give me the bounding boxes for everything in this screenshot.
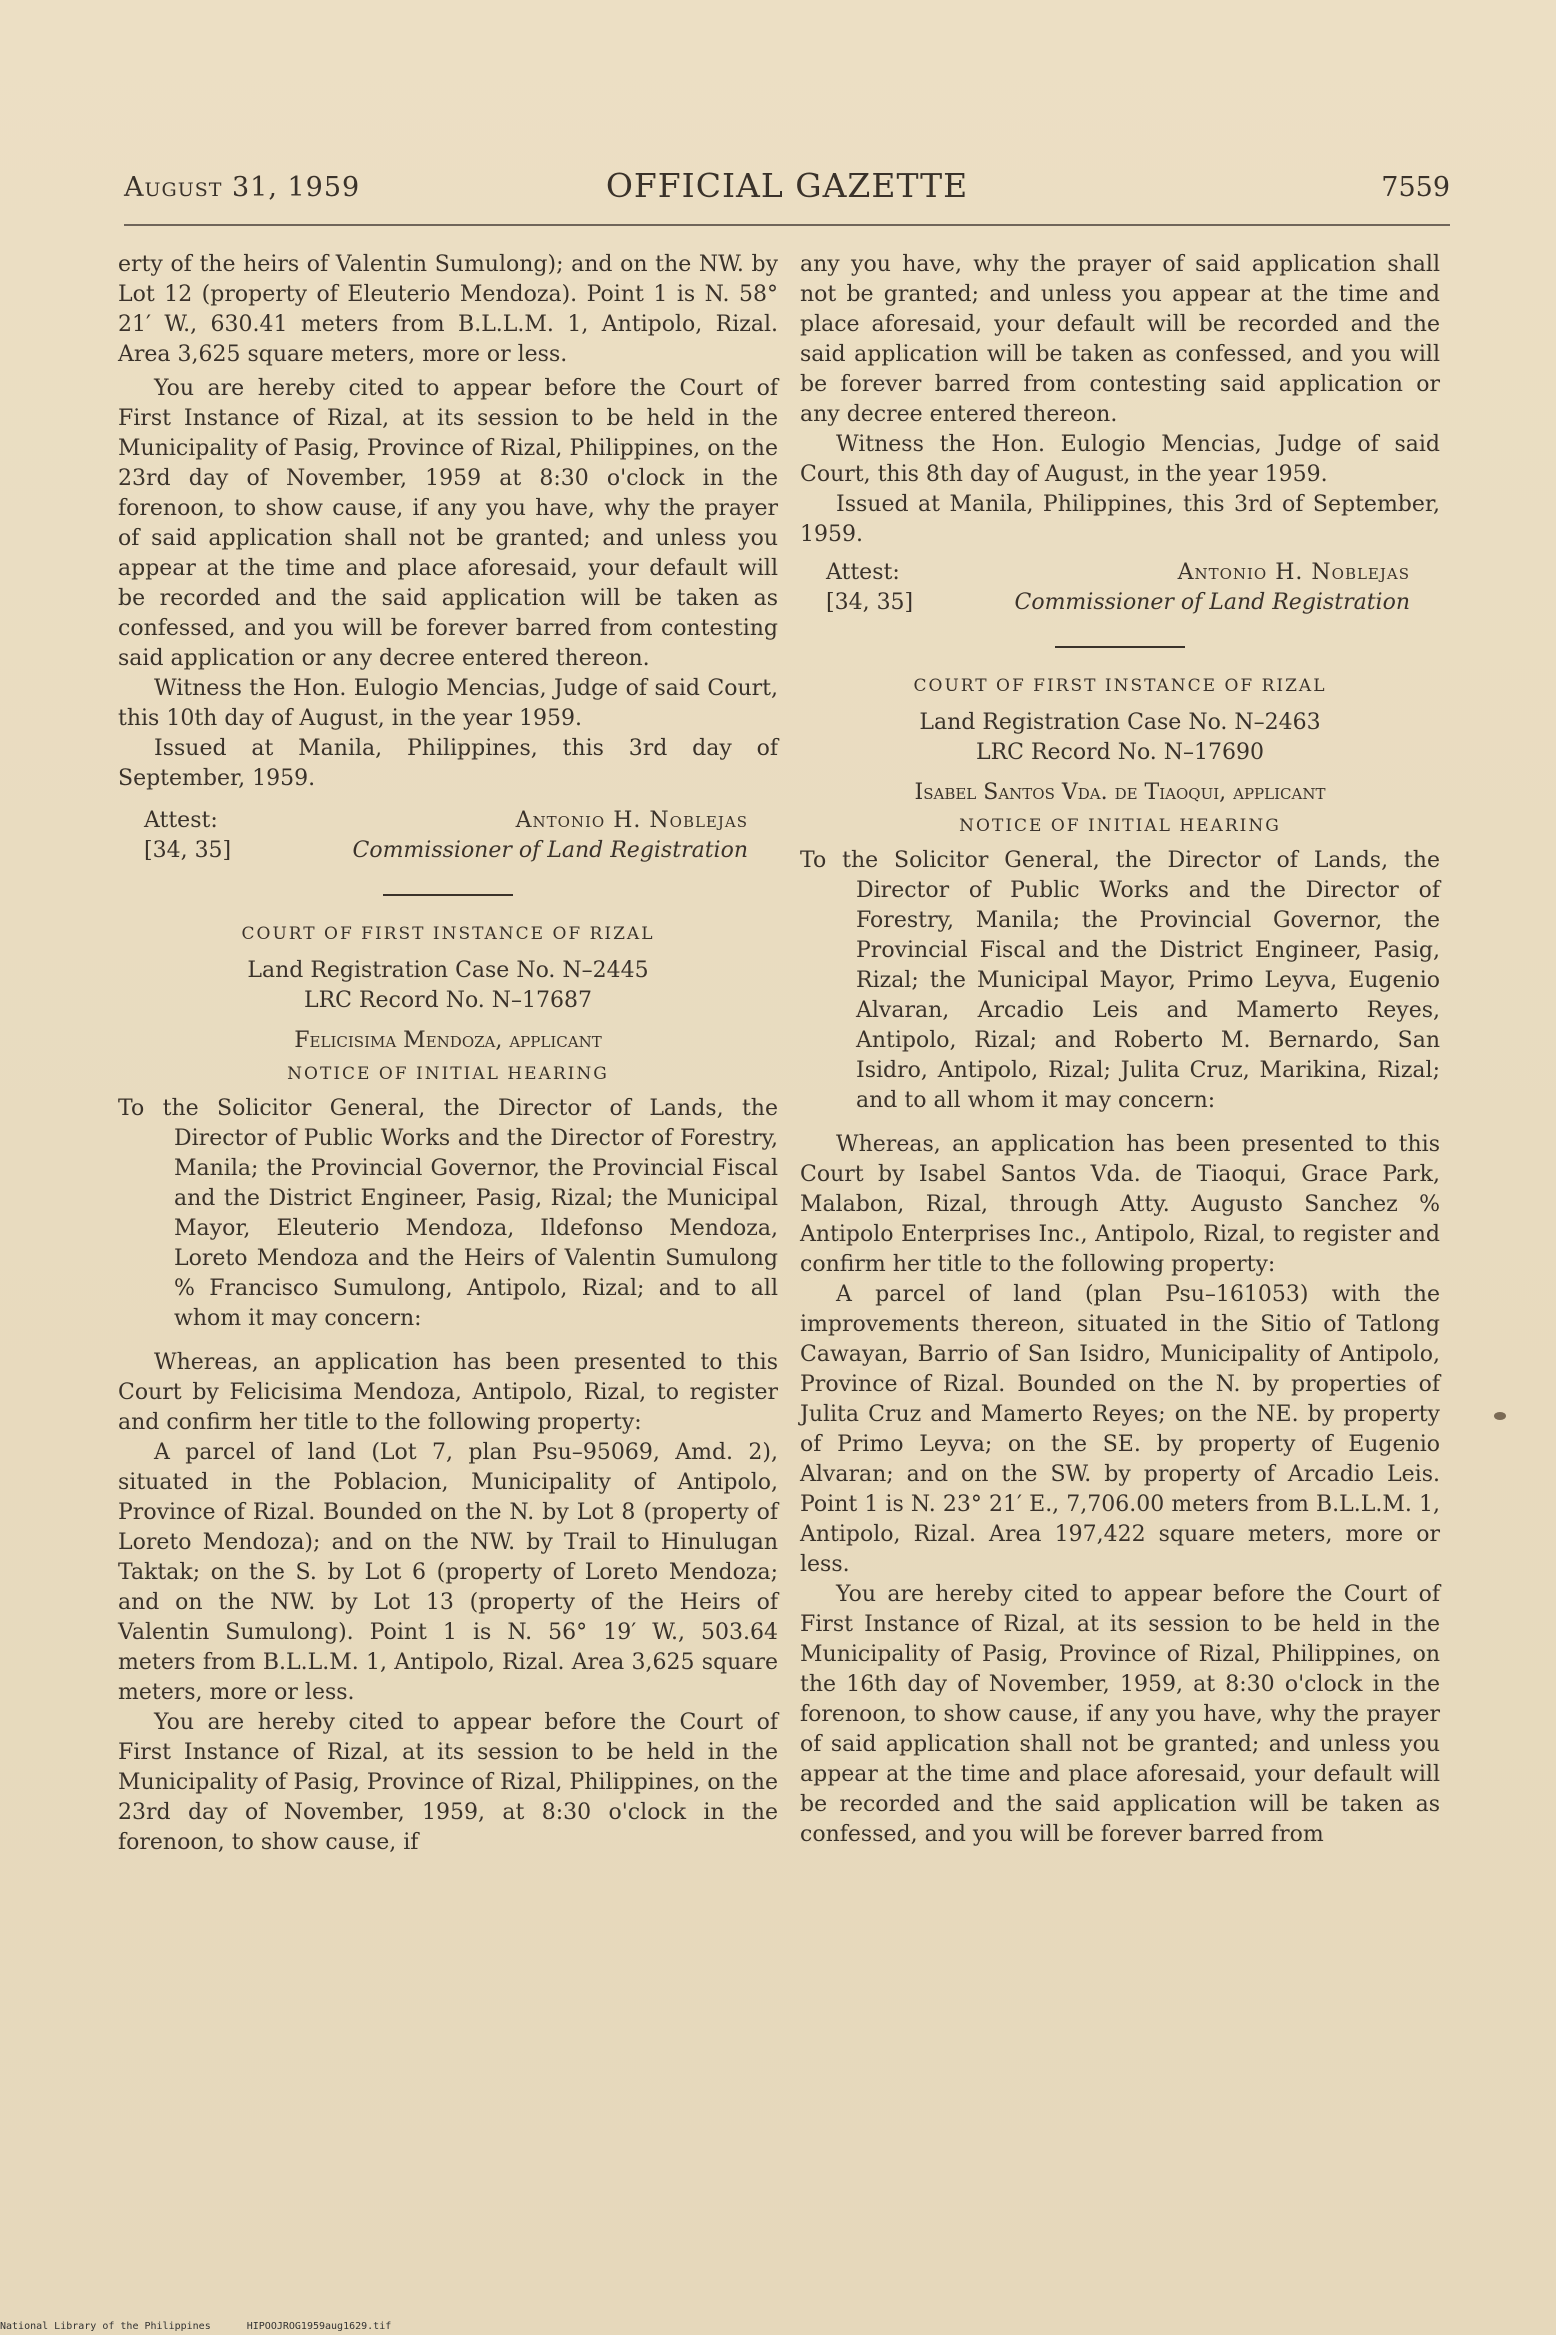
header-date: August 31, 1959 xyxy=(124,172,361,203)
right-signature-block xyxy=(800,558,1440,620)
notice-heading: NOTICE OF INITIAL HEARING xyxy=(287,1064,609,1084)
attest-label: Attest: xyxy=(144,808,218,833)
applicant-name: Isabel Santos Vda. de Tiaoqui, applicant xyxy=(914,780,1326,805)
right-paragraph-5: A parcel of land (plan Psu–161053) with the improvements thereon, situated in the Sitio of Tatlong Cawayan, Barrio of San Isidro, Municipality of Antipolo, Province of Rizal. Bounded on the N. by properties of Julita Cruz and Mamerto Reyes; on the NE. by property of Primo Leyva; on the SE. by property of Eugenio Alvaran; and on the SW. by property of Arcadio Leis. Point 1 is N. 23° 21′ E., 7,706.00 meters from B.L.L.M. 1, Antipolo, Rizal. Area 197,422 square meters, more or less. xyxy=(800,1282,1440,1577)
left-paragraph-5: Whereas, an application has been presented to this Court by Felicisima Mendoza, Antipolo, Rizal, to register and confirm her title to the following property: xyxy=(118,1350,778,1435)
court-heading: COURT OF FIRST INSTANCE OF RIZAL xyxy=(241,924,655,944)
addressee-list: To the Solicitor General, the Director of Lands, the Director of Public Works and the Director of Forestry, Manila; the Provincial Governor, the Provincial Fiscal and the District Engineer, Pasig, Rizal; the Municipal Mayor, Eleuterio Mendoza, Ildefonso Mendoza, Loreto Mendoza and the Heirs of Valentin Sumulong % Francisco Sumulong, Antipolo, Rizal; and to all whom it may concern: xyxy=(118,1096,778,1331)
signatory-role: Commissioner of Land Registration xyxy=(352,838,748,863)
case-number: Land Registration Case No. N–2463 xyxy=(919,710,1321,735)
issue-ref: [34, 35] xyxy=(826,590,914,615)
library-credit: National Library of the Philippines xyxy=(0,2321,211,2332)
record-number: LRC Record No. N–17690 xyxy=(975,740,1265,765)
left-paragraph-4: Issued at Manila, Philippines, this 3rd day of September, 1959. xyxy=(118,736,778,791)
header-page-number: 7559 xyxy=(1381,172,1450,203)
ink-spot xyxy=(1494,1412,1506,1420)
left-paragraph-7: You are hereby cited to appear before the Court of First Instance of Rizal, at its session to be held in the Municipality of Pasig, Province of Rizal, Philippines, on the 23rd day of November, 1959, at 8:30 o'clock in the forenoon, to show cause, if xyxy=(118,1710,778,1855)
right-column xyxy=(800,250,1440,1850)
issue-ref: [34, 35] xyxy=(144,838,232,863)
section-divider xyxy=(1055,646,1185,648)
left-paragraph-3: Witness the Hon. Eulogio Mencias, Judge of said Court, this 10th day of August, in the year 1959. xyxy=(118,676,778,731)
page-header xyxy=(124,164,1450,212)
scan-footer xyxy=(0,2321,421,2332)
addressee-list: To the Solicitor General, the Director of Lands, the Director of Public Works and the Director of Forestry, Manila; the Provincial Governor, the Provincial Fiscal and the District Engineer, Pasig, Rizal; the Municipal Mayor, Primo Leyva, Eugenio Alvaran, Arcadio Leis and Mamerto Reyes, Antipolo, Rizal; and Roberto M. Bernardo, San Isidro, Antipolo, Rizal; Julita Cruz, Marikina, Rizal; and to all whom it may concern: xyxy=(800,848,1440,1113)
right-paragraph-1: any you have, why the prayer of said application shall not be granted; and unless you appear at the time and place aforesaid, your default will be recorded and the said application will be taken as confessed, and you will be forever barred from contesting said application or any decree entered thereon. xyxy=(800,252,1440,427)
case-number: Land Registration Case No. N–2445 xyxy=(247,958,649,983)
attest-label: Attest: xyxy=(826,560,900,585)
left-paragraph-1: erty of the heirs of Valentin Sumulong); and on the NW. by Lot 12 (property of Eleuterio Mendoza). Point 1 is N. 58° 21′ W., 630.41 meters from B.L.L.M. 1, Antipolo, Rizal. Area 3,625 square meters, more or less. xyxy=(118,252,778,367)
notice-heading: NOTICE OF INITIAL HEARING xyxy=(959,816,1281,836)
scan-filename: HIPOOJROG1959aug1629.tif xyxy=(246,2321,392,2332)
right-paragraph-3: Issued at Manila, Philippines, this 3rd of September, 1959. xyxy=(800,492,1440,547)
applicant-name: Felicisima Mendoza, applicant xyxy=(294,1028,602,1053)
signatory-name: Antonio H. Noblejas xyxy=(1177,560,1410,585)
court-heading: COURT OF FIRST INSTANCE OF RIZAL xyxy=(913,676,1327,696)
section-divider xyxy=(383,894,513,896)
right-paragraph-6: You are hereby cited to appear before the Court of First Instance of Rizal, at its session to be held in the Municipality of Pasig, Province of Rizal, Philippines, on the 16th day of November, 1959, at 8:30 o'clock in the forenoon, to show cause, if any you have, why the prayer of said application shall not be granted; and unless you appear at the time and place aforesaid, your default will be recorded and the said application will be taken as confessed, and you will be forever barred from xyxy=(800,1582,1440,1847)
header-rule xyxy=(124,224,1450,226)
record-number: LRC Record No. N–17687 xyxy=(303,988,593,1013)
left-paragraph-6: A parcel of land (Lot 7, plan Psu–95069, Amd. 2), situated in the Poblacion, Municipality of Antipolo, Province of Rizal. Bounded on the N. by Lot 8 (property of Loreto Mendoza); and on the NW. by Trail to Hinulugan Taktak; on the S. by Lot 6 (property of Loreto Mendoza; and on the NW. by Lot 13 (property of the Heirs of Valentin Sumulong). Point 1 is N. 56° 19′ W., 503.64 meters from B.L.L.M. 1, Antipolo, Rizal. Area 3,625 square meters, more or less. xyxy=(118,1440,778,1705)
signatory-role: Commissioner of Land Registration xyxy=(1014,590,1410,615)
left-signature-block xyxy=(118,806,778,868)
left-paragraph-2: You are hereby cited to appear before the Court of First Instance of Rizal, at its session to be held in the Municipality of Pasig, Province of Rizal, Philippines, on the 23rd day of November, 1959 at 8:30 o'clock in the forenoon, to show cause, if any you have, why the prayer of said application shall not be granted; and unless you appear at the time and place aforesaid, your default will be recorded and the said application will be taken as confessed, and you will be forever barred from contesting said application or any decree entered thereon. xyxy=(118,376,778,671)
left-column xyxy=(118,250,778,1858)
right-paragraph-4: Whereas, an application has been presented to this Court by Isabel Santos Vda. de Tiaoqui, Grace Park, Malabon, Rizal, through Atty. Augusto Sanchez % Antipolo Enterprises Inc., Antipolo, Rizal, to register and confirm her title to the following property: xyxy=(800,1132,1440,1277)
signatory-name: Antonio H. Noblejas xyxy=(515,808,748,833)
right-paragraph-2: Witness the Hon. Eulogio Mencias, Judge of said Court, this 8th day of August, in the year 1959. xyxy=(800,432,1440,487)
header-title: OFFICIAL GAZETTE xyxy=(605,166,969,205)
